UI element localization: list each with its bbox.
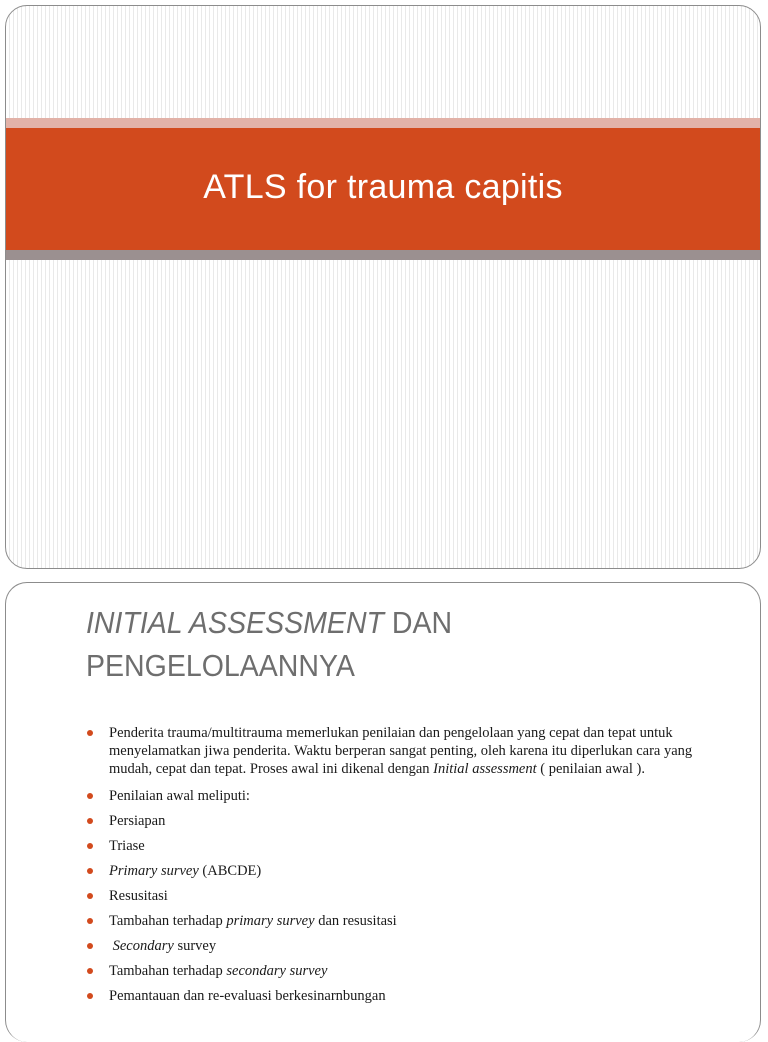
title-band	[6, 128, 760, 250]
list-item: Penilaian awal meliputi:	[86, 787, 736, 805]
heading-italic-part: INITIAL ASSESSMENT	[86, 605, 384, 640]
heading-rest: DAN	[383, 605, 453, 640]
bullet-dot-icon	[87, 818, 93, 824]
title-band-top-stripe	[6, 118, 760, 128]
bullet-dot-icon	[87, 993, 93, 999]
content-slide	[5, 582, 761, 1042]
bullet-dot-icon	[87, 968, 93, 974]
list-item: Resusitasi	[86, 887, 736, 905]
list-item: Secondary survey	[86, 937, 736, 955]
bullet-dot-icon	[87, 918, 93, 924]
heading-line2: PENGELOLAANNYA	[86, 648, 355, 683]
bullet-list	[86, 724, 736, 1012]
slide-heading	[86, 601, 452, 687]
title-slide	[5, 5, 761, 569]
list-item: Tambahan terhadap primary survey dan resusitasi	[86, 912, 736, 930]
bullet-dot-icon	[87, 793, 93, 799]
list-item: Tambahan terhadap secondary survey	[86, 962, 736, 980]
title-band-bottom-stripe	[6, 250, 760, 260]
list-item: Triase	[86, 837, 736, 855]
bullet-dot-icon	[87, 730, 93, 736]
bullet-dot-icon	[87, 843, 93, 849]
list-item: Persiapan	[86, 812, 736, 830]
bullet-dot-icon	[87, 868, 93, 874]
list-item: Pemantauan dan re-evaluasi berkesinarnbungan	[86, 987, 736, 1005]
slide-title: ATLS for trauma capitis	[203, 167, 563, 206]
list-item: Penderita trauma/multitrauma memerlukan penilaian dan pengelolaan yang cepat dan tepat untuk menyelamatkan jiwa penderita. Waktu berperan sangat penting, oleh karena itu diperlukan cara yang mudah, cepat dan tepat. Proses awal ini dikenal dengan Initial assessment ( penilaian awal ).	[86, 724, 736, 778]
bullet-dot-icon	[87, 943, 93, 949]
bullet-dot-icon	[87, 893, 93, 899]
list-item: Primary survey (ABCDE)	[86, 862, 736, 880]
